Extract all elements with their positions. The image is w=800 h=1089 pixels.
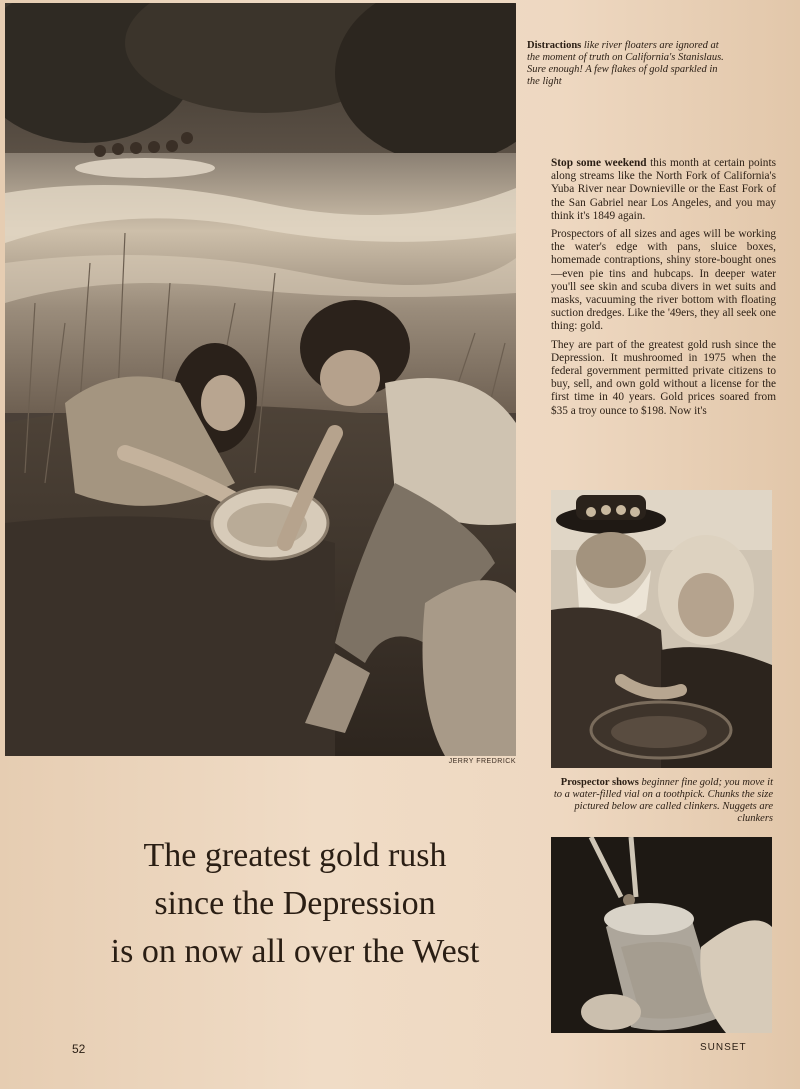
article-lead: Stop some weekend xyxy=(551,157,647,169)
river-panning-photo xyxy=(5,3,516,756)
caption-text: like river floaters are ignored at the moment of truth on California's Stanislaus. Sure enough! A few flakes of gold sparkled in the light xyxy=(527,40,724,87)
magazine-name: SUNSET xyxy=(700,1042,747,1053)
prospector-photo xyxy=(551,490,772,768)
article-paragraph-text: this month at certain points along streams like the North Fork of California's Yuba River near Downieville or the East Fork of the San Gabriel near Los Angeles, and you may think it's 1849 again. xyxy=(551,157,776,222)
headline-line: is on now all over the West xyxy=(110,933,480,970)
river-panning-illustration xyxy=(5,3,516,756)
headline xyxy=(60,832,530,976)
photo-credit: JERRY FREDRICK xyxy=(448,758,516,765)
article-body xyxy=(551,157,776,423)
caption-prospector xyxy=(553,777,773,825)
gold-vial-photo xyxy=(551,837,772,1033)
gold-vial-illustration xyxy=(551,837,772,1033)
article-paragraph xyxy=(551,157,776,223)
article-paragraph: They are part of the greatest gold rush since the Depression. It mushroomed in 1975 when the federal government permitted private citizens to buy, sell, and own gold without a license for the first time in 40 years. Gold prices soared from $35 a troy ounce to $198. Now it's xyxy=(551,338,776,417)
article-paragraph: Prospectors of all sizes and ages will be working the water's edge with pans, sluice boxes, homemade contraptions, shiny store-bought ones—even pie tins and hubcaps. In deeper water you'll see skin and scuba divers in wet suits and masks, vacuuming the river bottom with floating suction dredges. Like the '49ers, they all seek one thing: gold. xyxy=(551,228,776,333)
prospector-illustration xyxy=(551,490,772,768)
caption-lead: Distractions xyxy=(527,40,582,51)
caption-lead: Prospector shows xyxy=(560,777,639,788)
caption-text: beginner fine gold; you move it to a water-filled vial on a toothpick. Chunks the size pictured below are called clinkers. Nuggets are clunkers xyxy=(553,777,773,824)
headline-line: since the Depression xyxy=(154,885,436,922)
headline-line: The greatest gold rush xyxy=(143,837,447,874)
caption-distractions xyxy=(527,40,727,88)
page-number: 52 xyxy=(72,1042,86,1056)
